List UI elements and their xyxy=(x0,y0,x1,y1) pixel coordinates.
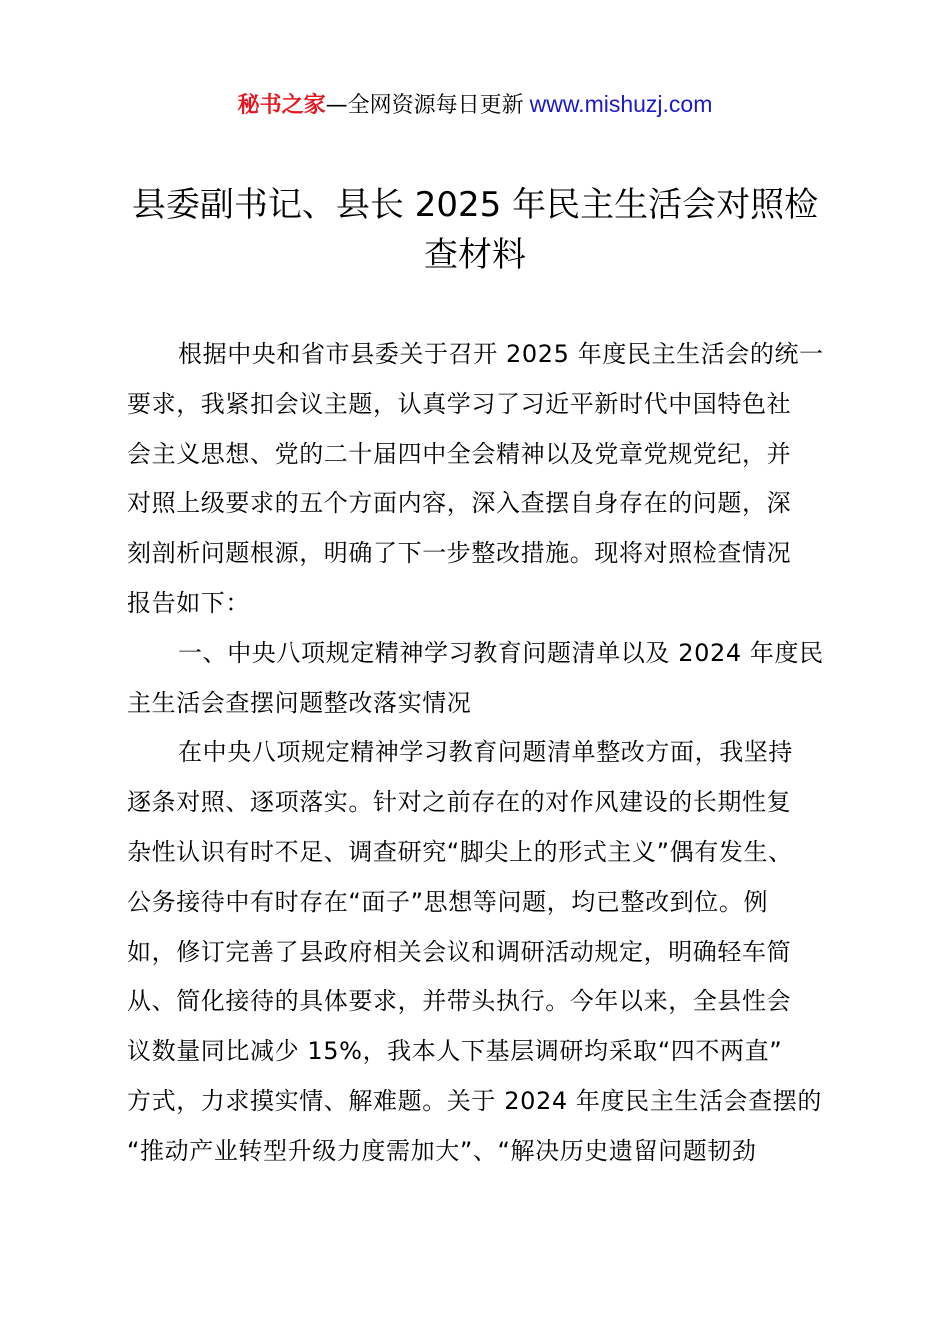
paragraph-line: 在中央八项规定精神学习教育问题清单整改方面，我坚持 xyxy=(178,738,793,767)
paragraph-line: 逐条对照、逐项落实。针对之前存在的对作风建设的长期性复 xyxy=(127,788,792,817)
paragraph-line: 要求，我紧扣会议主题，认真学习了习近平新时代中国特色社 xyxy=(127,389,792,418)
site-url-link[interactable]: www.mishuzj.com xyxy=(529,91,713,117)
paragraph-line: 杂性认识有时不足、调查研究“脚尖上的形式主义”偶有发生、 xyxy=(127,837,793,866)
site-banner xyxy=(0,88,950,122)
paragraph-line: “推动产业转型升级力度需加大”、“解决历史遗留问题韧劲 xyxy=(127,1136,757,1165)
section-heading-line: 主生活会查摆问题整改落实情况 xyxy=(127,688,472,717)
paragraph-line: 议数量同比减少 15%，我本人下基层调研均采取“四不两直” xyxy=(127,1037,783,1066)
paragraph-line: 根据中央和省市县委关于召开 2025 年度民主生活会的统一 xyxy=(178,340,824,368)
paragraph-line: 方式，力求摸实情、解难题。关于 2024 年度民主生活会查摆的 xyxy=(127,1086,822,1115)
paragraph-line: 如，修订完善了县政府相关会议和调研活动规定，明确轻车简 xyxy=(127,937,792,966)
document-title xyxy=(100,180,850,280)
paragraph-line: 报告如下： xyxy=(127,588,250,617)
title-line: 查材料 xyxy=(424,235,526,275)
paragraph-line: 对照上级要求的五个方面内容，深入查摆自身存在的问题，深 xyxy=(127,489,792,518)
section-heading-line: 一、中央八项规定精神学习教育问题清单以及 2024 年度民 xyxy=(178,638,824,667)
paragraph-line: 公务接待中有时存在“面子”思想等问题，均已整改到位。例 xyxy=(127,887,769,916)
brand-name: 秘书之家 xyxy=(237,93,326,118)
paragraph-line: 会主义思想、党的二十届四中全会精神以及党章党规党纪，并 xyxy=(127,439,792,468)
paragraph-line: 从、简化接待的具体要求，并带头执行。今年以来，全县性会 xyxy=(127,987,792,1016)
banner-slogan: —全网资源每日更新 xyxy=(325,93,524,118)
document-body xyxy=(127,330,837,1177)
title-line: 县委副书记、县长 2025 年民主生活会对照检 xyxy=(131,185,819,225)
paragraph-line: 刻剖析问题根源，明确了下一步整改措施。现将对照检查情况 xyxy=(127,539,792,568)
